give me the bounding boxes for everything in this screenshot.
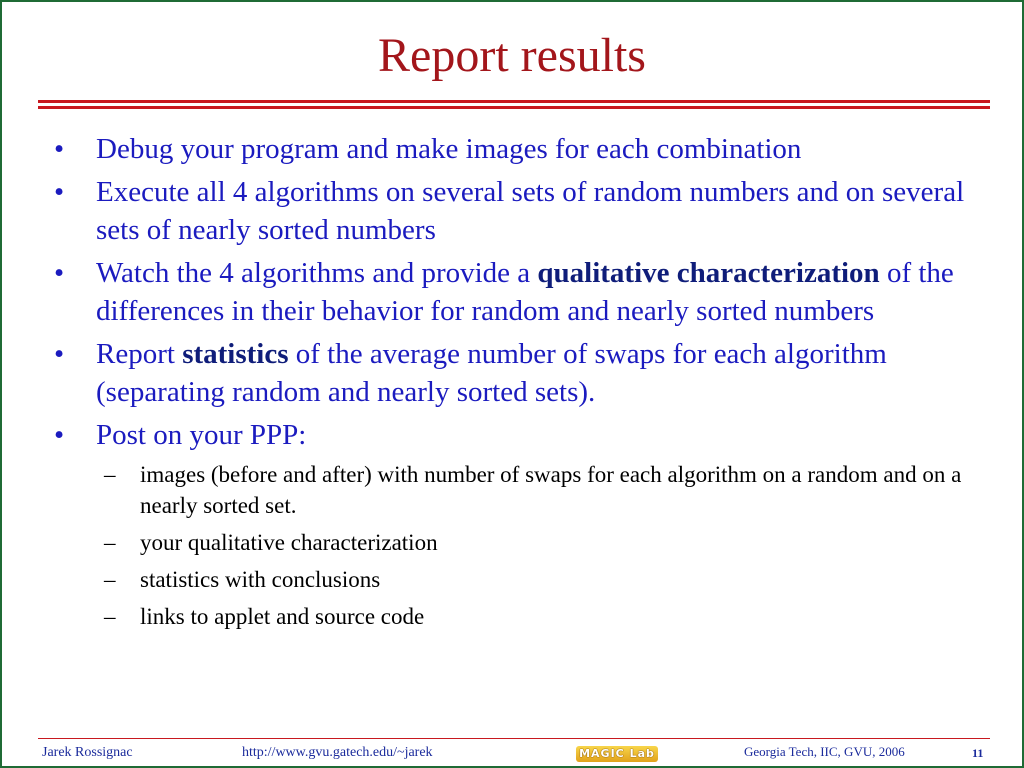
bullet-text: of the average number of swaps for each algorithm (separating random and nearly sorted sets). xyxy=(96,338,887,408)
sub-bullet-item xyxy=(54,459,984,521)
footer-url-link[interactable]: http://www.gvu.gatech.edu/~jarek xyxy=(242,745,433,760)
bullet-dot: • xyxy=(54,133,65,165)
footer-author: Jarek Rossignac xyxy=(42,745,133,760)
footer-organization: Georgia Tech, IIC, GVU, 2006 xyxy=(744,744,905,759)
footer-rule xyxy=(38,738,990,739)
title-rule-upper xyxy=(38,100,990,103)
bullet-dot: • xyxy=(54,338,65,370)
slide-footer xyxy=(2,738,1022,762)
bullet-item xyxy=(54,130,984,168)
bullet-item xyxy=(54,416,984,454)
title-rule-lower xyxy=(38,106,990,109)
bullet-dot: • xyxy=(54,176,65,208)
bullet-emphasis: statistics xyxy=(182,338,289,370)
bullet-item xyxy=(54,173,984,249)
sub-bullet-dash: – xyxy=(104,567,116,592)
sub-bullet-text: links to applet and source code xyxy=(140,604,425,629)
bullet-emphasis: qualitative characterization xyxy=(537,257,880,289)
bullet-list xyxy=(54,130,984,638)
sub-bullet-text: statistics with conclusions xyxy=(140,567,381,592)
page-number: 11 xyxy=(972,746,984,760)
bullet-text: Debug your program and make images for each combination xyxy=(96,133,802,165)
bullet-text: Execute all 4 algorithms on several sets of random numbers and on several sets of nearly sorted numbers xyxy=(96,176,965,246)
slide-title: Report results xyxy=(378,29,646,82)
sub-bullet-list xyxy=(54,459,984,632)
sub-bullet-dash: – xyxy=(104,604,116,629)
sub-bullet-dash: – xyxy=(104,530,116,555)
sub-bullet-dash: – xyxy=(104,462,116,487)
sub-bullet-text: your qualitative characterization xyxy=(140,530,438,555)
bullet-text: Report xyxy=(96,338,183,370)
bullet-text: Post on your PPP: xyxy=(96,419,307,451)
bullet-item xyxy=(54,254,984,330)
bullet-text: Watch the 4 algorithms and provide a xyxy=(96,257,538,289)
sub-bullet-item xyxy=(54,601,984,632)
bullet-dot: • xyxy=(54,257,65,289)
magic-lab-logo: MAGIC Lab xyxy=(576,746,658,762)
sub-bullet-item xyxy=(54,527,984,558)
sub-bullet-item xyxy=(54,564,984,595)
bullet-item xyxy=(54,335,984,411)
bullet-dot: • xyxy=(54,419,65,451)
sub-bullet-text: images (before and after) with number of swaps for each algorithm on a random and on a nearly sorted set. xyxy=(140,462,962,518)
bullet-text: of the differences in their behavior for random and nearly sorted numbers xyxy=(96,257,954,327)
